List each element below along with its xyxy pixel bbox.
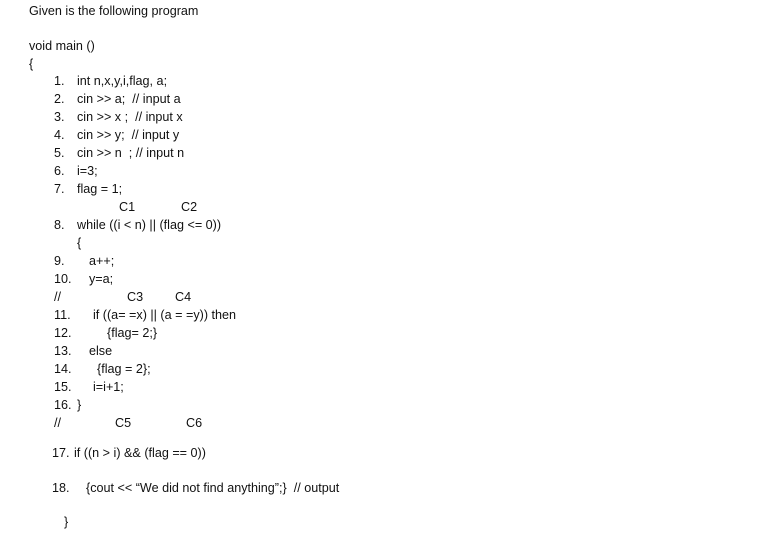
code-line: { [77,236,82,250]
intro-text: Given is the following program [29,4,199,18]
line-number: 8. [54,218,65,232]
code-line: if ((a= =x) || (a = =y)) then [93,308,237,322]
code-line: int n,x,y,i,flag, a; [77,74,168,88]
condition-label-c5: C5 [115,416,132,430]
line-number: 4. [54,128,65,142]
function-signature: void main () [29,39,95,53]
code-line: a++; [89,254,115,268]
open-brace: { [29,57,34,71]
line-number: 18. [52,481,70,495]
line-number: 15. [54,380,72,394]
line-number: 9. [54,254,65,268]
code-line: {flag = 2}; [97,362,151,376]
line-number: 12. [54,326,72,340]
comment-marker: // [54,416,61,430]
line-number: 1. [54,74,65,88]
code-line: cin >> y; // input y [77,128,180,142]
line-number: 5. [54,146,65,160]
condition-label-c2: C2 [181,200,198,214]
condition-label-c3: C3 [127,290,144,304]
code-line: cin >> a; // input a [77,92,181,106]
code-line: cin >> x ; // input x [77,110,183,124]
line-number: 7. [54,182,65,196]
code-line: while ((i < n) || (flag <= 0)) [77,218,222,232]
code-line: else [89,344,113,358]
line-number: 16. [54,398,72,412]
code-line: {flag= 2;} [107,326,158,340]
line-number: 6. [54,164,65,178]
code-line: flag = 1; [77,182,123,196]
line-number: 14. [54,362,72,376]
line-number: 11. [54,308,71,322]
code-line: i=i+1; [93,380,124,394]
close-brace: } [64,515,69,529]
condition-label-c4: C4 [175,290,192,304]
line-number: 2. [54,92,65,106]
line-number: 13. [54,344,72,358]
code-line: i=3; [77,164,98,178]
condition-label-c6: C6 [186,416,203,430]
line-number: 10. [54,272,72,286]
line-number: 17. [52,446,70,460]
code-line: } [77,398,82,412]
comment-marker: // [54,290,61,304]
code-line: {cout << “We did not find anything”;} // output [86,481,340,495]
code-line: cin >> n ; // input n [77,146,185,160]
code-line: y=a; [89,272,114,286]
line-number: 3. [54,110,65,124]
code-line: if ((n > i) && (flag == 0)) [74,446,206,460]
condition-label-c1: C1 [119,200,136,214]
